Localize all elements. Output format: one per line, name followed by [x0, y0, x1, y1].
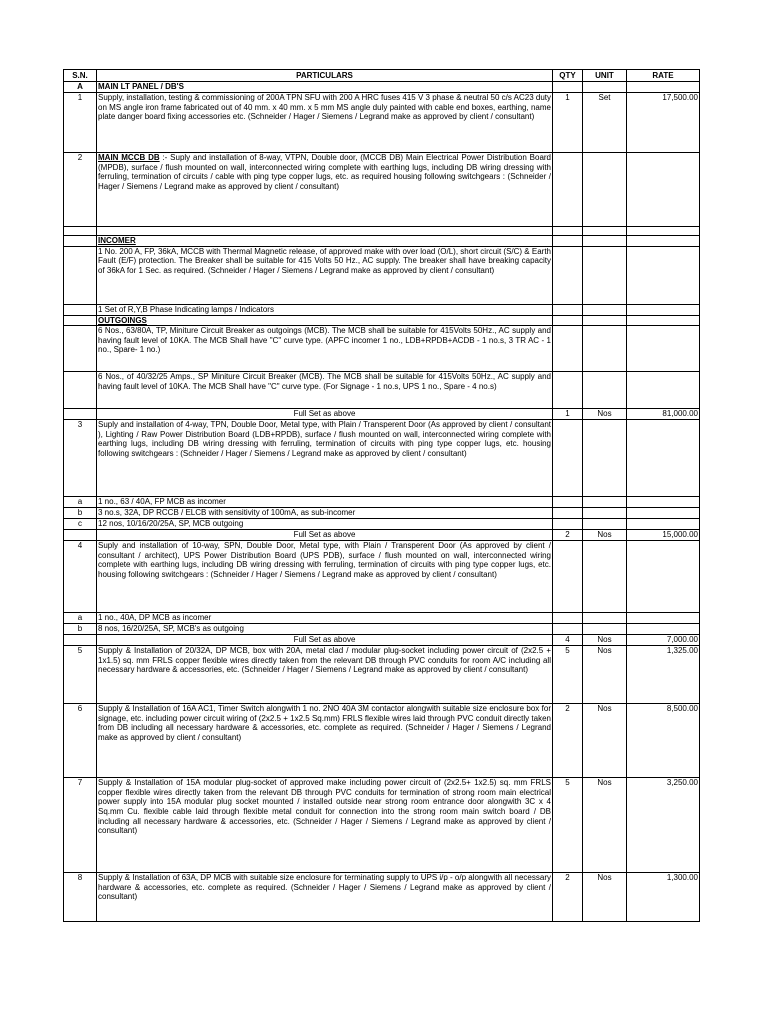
- full-set-label: Full Set as above: [97, 530, 553, 541]
- incomer-description: 1 No. 200 A, FP, 36kA, MCCB with Thermal Magnetic release, of approved make with over load (O/L), short circuit (S/C) & Earth Fault (E/F) protection. The Breaker shall be suitable for 415 Volts 50 Hz., AC supply. The breaker shall have breaking capacity of 36kA for 1 Sec. as required. (Schneider / Hager / Siemens / Legrand make as approved by client / consultant): [97, 246, 553, 304]
- header-sn: S.N.: [64, 70, 97, 82]
- sub-item-sn: a: [64, 613, 97, 624]
- item-description: Supply & Installation of 63A, DP MCB with suitable size enclosure for terminating supply to UPS i/p - o/p alongwith all necessary hardware & accessories, etc. complete as required. (Schneider / Hager / Siemens / Legrand make as approved by client / consultant): [97, 873, 553, 922]
- item-qty: 1: [553, 409, 583, 420]
- item-description: Supply & Installation of 20/32A, DP MCB, box with 20A, metal clad / modular plug-socket including power circuit of (2x2.5 + 1x1.5) sq. mm FRLS copper flexible wires directly taken from the relevant DB through PVC conduits for room A/C including all necessary hardware & accessories, etc. (Schneider / Hager / Siemens / Legrand make as approved by client / consultant): [97, 646, 553, 704]
- full-set-row: [64, 635, 700, 646]
- sub-item-row: [64, 519, 700, 530]
- sub-item-row: [64, 497, 700, 508]
- item-qty: 5: [553, 778, 583, 873]
- sub-item-row: [64, 624, 700, 635]
- item-row-4: [64, 541, 700, 613]
- item-description: Supply & Installation of 15A modular plug-socket of approved make including power circuit of (2x2.5+ 1x2.5) sq. mm FRLS copper flexible wires directly taken from the relevant DB through PVC conduits for termination of strong room main electrical power supply into 15A modular plug socket mounted / installed outside near strong room entrance door alongwith 3C x 4 Sq.mm Cu. flexible cable laid through flexible metal conduit for connection into the strong room main switch board / DB including all necessary hardware & accessories, etc. (Schneider / Hager / Siemens / Legrand make as approved by client / consultant): [97, 778, 553, 873]
- item-unit: Set: [583, 93, 627, 153]
- section-a-row: [64, 82, 700, 93]
- item-qty: 2: [553, 530, 583, 541]
- item-description-text: :- Suply and installation of 8-way, VTPN, Double door, (MCCB DB) Main Electrical Power Distribution Board (MPDB), surface / flush mounted on wall, interconnected wiring complete with earthing lugs, including DB wiring dressing with ferruling, termination of circuits / cable with ping type copper lugs, etc. as required housing following switchgears : (Schneider / Hager / Siemens / Legrand make as approved by client / consultant): [98, 153, 552, 191]
- incomer-title: INCOMER: [97, 236, 553, 247]
- item-rate: 17,500.00: [627, 93, 700, 153]
- item-rate: 1,325.00: [627, 646, 700, 704]
- item-qty: 2: [553, 873, 583, 922]
- item-unit: Nos: [583, 409, 627, 420]
- item-unit: Nos: [583, 635, 627, 646]
- item-qty: 1: [553, 93, 583, 153]
- sub-item-sn: b: [64, 508, 97, 519]
- lamps-description: 1 Set of R,Y,B Phase Indicating lamps / Indicators: [97, 304, 553, 315]
- item-description: Suply and installation of 10-way, SPN, Double Door, Metal type, with Plain / Transperent Door (As approved by client / consultant / architect), UPS Power Distribution Board (UPS PDB), surface / flush mounted on wall, interconnected wiring complete with earthing lugs, including DB wiring dressing with ferruling, termination of circuits with ping type copper lugs, etc. housing following switchgears : (Schneider / Hager / Siemens / Legrand make as approved by client / consultant): [97, 541, 553, 613]
- item-description: Supply & Installation of 16A AC1, Timer Switch alongwith 1 no. 2NO 40A 3M contactor alongwith suitable size enclosure box for signage, etc. including power circuit wiring of (2x2.5 + 1x2.5 Sq.mm) FRLS flexible wires laid through PVC conduit directly taken from DB including all necessary hardware & accessories, etc. complete as required. (Schneider / Hager / Siemens / Legrand make as approved by client / consultant): [97, 704, 553, 778]
- sub-item-description: 1 no., 40A, DP MCB as incomer: [97, 613, 553, 624]
- outgoings-row-1: [64, 326, 700, 372]
- outgoings-title-row: [64, 315, 700, 326]
- header-row: [64, 70, 700, 82]
- item-unit: Nos: [583, 873, 627, 922]
- item-qty: 2: [553, 704, 583, 778]
- item-unit: Nos: [583, 646, 627, 704]
- item-unit: Nos: [583, 530, 627, 541]
- item-description: [97, 153, 553, 227]
- item-sn: 4: [64, 541, 97, 613]
- item-sn: 7: [64, 778, 97, 873]
- sub-item-row: [64, 508, 700, 519]
- spacer-row: [64, 227, 700, 236]
- outgoings-title: OUTGOINGS: [97, 315, 553, 326]
- item-sn: 8: [64, 873, 97, 922]
- outgoings-description: 6 Nos., 63/80A, TP, Miniture Circuit Breaker as outgoings (MCB). The MCB shall be suitable for 415Volts 50Hz., AC supply and having fault level of 10KA. The MCB Shall have "C" curve type. (APFC incomer 1 no., LDB+RPDB+ACDB - 1 no.s, 3 TR AC - 1 no., Spare- 1 no.): [97, 326, 553, 372]
- full-set-label: Full Set as above: [97, 409, 553, 420]
- header-rate: RATE: [627, 70, 700, 82]
- sub-item-row: [64, 613, 700, 624]
- item-row-7: [64, 778, 700, 873]
- header-qty: QTY: [553, 70, 583, 82]
- incomer-row: [64, 246, 700, 304]
- sub-item-sn: a: [64, 497, 97, 508]
- incomer-title-row: [64, 236, 700, 247]
- item-description: Supply, installation, testing & commissioning of 200A TPN SFU with 200 A HRC fuses 415 V 3 phase & neutral 50 c/s AC23 duty on MS angle iron frame fabricated out of 40 mm. x 40 mm. x 5 mm MS angle duly painted with cable end boxes, earthing, name plate danger board fixing accessories etc. (Schneider / Hager / Siemens / Legrand make as approved by client / consultant): [97, 93, 553, 153]
- header-unit: UNIT: [583, 70, 627, 82]
- item-rate: 8,500.00: [627, 704, 700, 778]
- header-particulars: PARTICULARS: [97, 70, 553, 82]
- sub-item-description: 1 no., 63 / 40A, FP MCB as incomer: [97, 497, 553, 508]
- item-row-5: [64, 646, 700, 704]
- item-rate: 7,000.00: [627, 635, 700, 646]
- item-sn: 2: [64, 153, 97, 227]
- item-row-2: [64, 153, 700, 227]
- item-row-1: [64, 93, 700, 153]
- item-sn: 6: [64, 704, 97, 778]
- item-rate: 3,250.00: [627, 778, 700, 873]
- sub-item-description: 12 nos, 10/16/20/25A, SP, MCB outgoing: [97, 519, 553, 530]
- item-unit: Nos: [583, 704, 627, 778]
- boq-table: [63, 69, 700, 922]
- full-set-label: Full Set as above: [97, 635, 553, 646]
- full-set-row: [64, 530, 700, 541]
- section-a-sn: A: [64, 82, 97, 93]
- item-heading: MAIN MCCB DB: [98, 153, 160, 162]
- sub-item-sn: b: [64, 624, 97, 635]
- section-a-title: MAIN LT PANEL / DB'S: [97, 82, 553, 93]
- item-sn: 5: [64, 646, 97, 704]
- item-rate: 15,000.00: [627, 530, 700, 541]
- item-row-3: [64, 420, 700, 497]
- item-sn: 3: [64, 420, 97, 497]
- outgoings-description: 6 Nos., of 40/32/25 Amps., SP Miniture Circuit Breaker (MCB). The MCB shall be suitable for 415Volts 50Hz., AC supply and having fault level of 10KA. The MCB Shall have "C" curve type. (For Signage - 1 no.s, UPS 1 no., Spare - 4 no.s): [97, 372, 553, 409]
- item-rate: 1,300.00: [627, 873, 700, 922]
- item-row-8: [64, 873, 700, 922]
- item-row-6: [64, 704, 700, 778]
- lamps-row: [64, 304, 700, 315]
- sub-item-description: 3 no.s, 32A, DP RCCB / ELCB with sensitivity of 100mA, as sub-incomer: [97, 508, 553, 519]
- item-description: Suply and installation of 4-way, TPN, Double Door, Metal type, with Plain / Transperent Door (As approved by client / consultant ), Lighting / Raw Power Distribution Board (LDB+RPDB), surface / flush mounted on wall, interconnected wiring complete with earthing lugs, including DB wiring dressing with ferruling, termination of circuits with ping type copper lugs, etc. housing following switchgears : (Schneider / Hager / Siemens / Legrand make as approved by client / consultant): [97, 420, 553, 497]
- item-sn: 1: [64, 93, 97, 153]
- item-rate: 81,000.00: [627, 409, 700, 420]
- item-qty: 5: [553, 646, 583, 704]
- sub-item-sn: c: [64, 519, 97, 530]
- full-set-row: [64, 409, 700, 420]
- item-unit: Nos: [583, 778, 627, 873]
- outgoings-row-2: [64, 372, 700, 409]
- sub-item-description: 8 nos, 16/20/25A, SP, MCB's as outgoing: [97, 624, 553, 635]
- item-qty: 4: [553, 635, 583, 646]
